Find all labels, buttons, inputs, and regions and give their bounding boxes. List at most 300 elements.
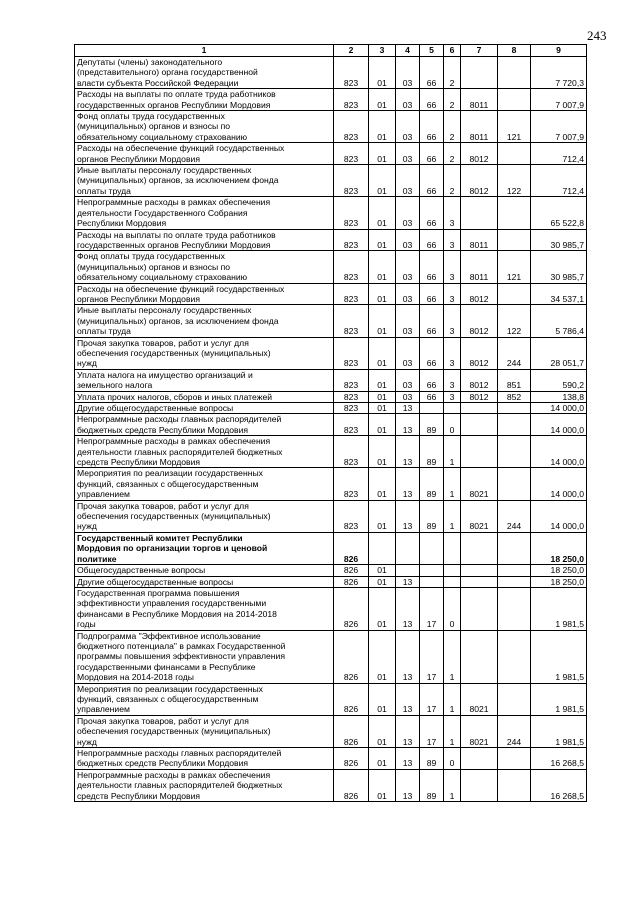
grbs-cell: 823 — [334, 89, 369, 111]
program-cell — [420, 576, 444, 587]
expense-name-line: эффективности управления государственными — [77, 598, 267, 609]
expense-type-cell — [498, 414, 531, 436]
podrazdel-cell — [396, 532, 420, 564]
table-row — [75, 468, 587, 500]
table-row — [75, 532, 587, 564]
table-row — [75, 748, 587, 770]
expense-name-line: государственных органов Республики Мордовия — [77, 239, 271, 250]
target-cell — [461, 630, 498, 683]
program-cell — [420, 565, 444, 576]
amount-cell: 1 981,5 — [531, 715, 587, 747]
expense-name-line: обязательному социальному страхованию — [77, 272, 248, 283]
expense-name-line: средств Республики Мордовия — [77, 790, 201, 801]
podrazdel-cell: 03 — [396, 111, 420, 143]
target-cell: 8012 — [461, 283, 498, 305]
target-cell — [461, 748, 498, 770]
razdel-cell: 01 — [369, 715, 396, 747]
table-header-row — [75, 45, 587, 57]
expense-name-line: государственными финансами в Республике — [77, 661, 256, 672]
program-cell: 66 — [420, 251, 444, 283]
grbs-cell: 823 — [334, 468, 369, 500]
expense-name-line: бюджетного потенциала" в рамках Государственной — [77, 640, 286, 651]
program-cell: 66 — [420, 369, 444, 391]
expense-name-cell — [75, 229, 334, 251]
grbs-cell: 823 — [334, 436, 369, 468]
podrazdel-cell: 13 — [396, 683, 420, 715]
target-cell: 8011 — [461, 229, 498, 251]
expense-name-line: оплаты труда — [77, 185, 131, 196]
expense-name-cell — [75, 369, 334, 391]
grbs-cell: 823 — [334, 391, 369, 402]
amount-cell: 14 000,0 — [531, 414, 587, 436]
subprogram-cell: 3 — [444, 305, 461, 337]
table-row — [75, 251, 587, 283]
expense-name-line: Расходы на выплаты по оплате труда работников — [77, 89, 276, 100]
razdel-cell: 01 — [369, 57, 396, 89]
expense-name-line: Прочая закупка товаров, работ и услуг для — [77, 715, 249, 726]
target-cell — [461, 414, 498, 436]
expense-name-line: государственных органов Республики Мордовия — [77, 99, 271, 110]
expense-name-cell — [75, 587, 334, 630]
table-row — [75, 403, 587, 414]
table-row — [75, 683, 587, 715]
target-cell: 8012 — [461, 337, 498, 369]
program-cell — [420, 403, 444, 414]
amount-cell: 34 537,1 — [531, 283, 587, 305]
expense-name-line: Иные выплаты персоналу государственных — [77, 165, 252, 176]
expense-name-cell — [75, 305, 334, 337]
grbs-cell: 826 — [334, 715, 369, 747]
expense-name-cell — [75, 500, 334, 532]
amount-cell: 30 985,7 — [531, 229, 587, 251]
expense-name-line: Республики Мордовия — [77, 218, 167, 229]
expense-name-line: обеспечения государственных (муниципальных) — [77, 511, 271, 522]
subprogram-cell: 1 — [444, 630, 461, 683]
expense-name-line: Другие общегосударственные вопросы — [77, 576, 234, 587]
podrazdel-cell: 03 — [396, 143, 420, 165]
expense-name-cell — [75, 143, 334, 165]
amount-cell: 18 250,0 — [531, 532, 587, 564]
amount-cell: 590,2 — [531, 369, 587, 391]
expense-name-line: Фонд оплаты труда государственных — [77, 111, 225, 122]
program-cell: 66 — [420, 89, 444, 111]
target-cell: 8021 — [461, 500, 498, 532]
expense-name-line: Иные выплаты персоналу государственных — [77, 305, 252, 316]
subprogram-cell: 3 — [444, 283, 461, 305]
expense-name-line: годы — [77, 619, 96, 630]
column-header: 1 — [75, 45, 334, 57]
podrazdel-cell: 13 — [396, 748, 420, 770]
expense-type-cell: 121 — [498, 251, 531, 283]
subprogram-cell: 2 — [444, 89, 461, 111]
column-header: 5 — [420, 45, 444, 57]
expense-name-cell — [75, 576, 334, 587]
expense-type-cell — [498, 576, 531, 587]
podrazdel-cell: 13 — [396, 715, 420, 747]
expense-name-line: Подпрограмма "Эффективное использование — [77, 630, 261, 641]
subprogram-cell: 1 — [444, 436, 461, 468]
program-cell: 89 — [420, 414, 444, 436]
expense-type-cell — [498, 565, 531, 576]
table-row — [75, 369, 587, 391]
target-cell: 8021 — [461, 468, 498, 500]
podrazdel-cell: 13 — [396, 403, 420, 414]
expense-name-cell — [75, 57, 334, 89]
expense-name-line: Расходы на обеспечение функций государственных — [77, 283, 285, 294]
target-cell: 8012 — [461, 391, 498, 402]
podrazdel-cell: 03 — [396, 251, 420, 283]
amount-cell: 30 985,7 — [531, 251, 587, 283]
table-row — [75, 229, 587, 251]
amount-cell: 16 268,5 — [531, 748, 587, 770]
program-cell: 89 — [420, 500, 444, 532]
grbs-cell: 826 — [334, 683, 369, 715]
program-cell: 66 — [420, 229, 444, 251]
grbs-cell: 823 — [334, 500, 369, 532]
table-row — [75, 111, 587, 143]
razdel-cell: 01 — [369, 283, 396, 305]
razdel-cell: 01 — [369, 369, 396, 391]
razdel-cell — [369, 532, 396, 564]
table-row — [75, 165, 587, 197]
expense-type-cell — [498, 57, 531, 89]
expense-name-line: бюджетных средств Республики Мордовия — [77, 424, 249, 435]
target-cell: 8021 — [461, 683, 498, 715]
target-cell: 8012 — [461, 165, 498, 197]
expense-name-line: деятельности главных распорядителей бюджетных — [77, 446, 283, 457]
program-cell: 66 — [420, 111, 444, 143]
amount-cell: 7 720,3 — [531, 57, 587, 89]
table-row — [75, 576, 587, 587]
razdel-cell: 01 — [369, 305, 396, 337]
grbs-cell: 826 — [334, 565, 369, 576]
expense-type-cell — [498, 436, 531, 468]
expense-type-cell — [498, 197, 531, 229]
razdel-cell: 01 — [369, 165, 396, 197]
subprogram-cell: 1 — [444, 500, 461, 532]
expense-name-cell — [75, 403, 334, 414]
razdel-cell: 01 — [369, 197, 396, 229]
expense-name-cell — [75, 630, 334, 683]
expense-name-line: программы повышения эффективности управления — [77, 651, 286, 662]
expense-name-cell — [75, 715, 334, 747]
expense-type-cell — [498, 468, 531, 500]
expense-name-line: Мордовия на 2014-2018 годы — [77, 672, 194, 683]
expense-type-cell: 852 — [498, 391, 531, 402]
program-cell: 89 — [420, 468, 444, 500]
table-row — [75, 414, 587, 436]
razdel-cell: 01 — [369, 403, 396, 414]
razdel-cell: 01 — [369, 436, 396, 468]
table-row — [75, 197, 587, 229]
expense-name-line: Другие общегосударственные вопросы — [77, 403, 234, 413]
table-row — [75, 305, 587, 337]
target-cell: 8012 — [461, 305, 498, 337]
grbs-cell: 823 — [334, 197, 369, 229]
expense-name-line: обеспечения государственных (муниципальных) — [77, 347, 271, 358]
podrazdel-cell: 03 — [396, 197, 420, 229]
column-header: 3 — [369, 45, 396, 57]
podrazdel-cell: 13 — [396, 468, 420, 500]
grbs-cell: 826 — [334, 532, 369, 564]
amount-cell: 1 981,5 — [531, 587, 587, 630]
expense-name-cell — [75, 391, 334, 402]
program-cell: 66 — [420, 165, 444, 197]
razdel-cell: 01 — [369, 229, 396, 251]
table-row — [75, 89, 587, 111]
amount-cell: 1 981,5 — [531, 683, 587, 715]
grbs-cell: 823 — [334, 403, 369, 414]
expense-name-line: Прочая закупка товаров, работ и услуг для — [77, 500, 249, 511]
podrazdel-cell — [396, 565, 420, 576]
amount-cell: 16 268,5 — [531, 769, 587, 801]
expense-name-line: Расходы на обеспечение функций государственных — [77, 143, 285, 154]
target-cell: 8011 — [461, 251, 498, 283]
amount-cell: 18 250,0 — [531, 576, 587, 587]
razdel-cell: 01 — [369, 468, 396, 500]
amount-cell: 18 250,0 — [531, 565, 587, 576]
grbs-cell: 826 — [334, 587, 369, 630]
razdel-cell: 01 — [369, 89, 396, 111]
expense-name-line: Уплата прочих налогов, сборов и иных платежей — [77, 391, 273, 402]
expense-name-cell — [75, 468, 334, 500]
expense-name-line: (муниципальных) органов и взносы по — [77, 121, 231, 132]
expense-name-line: деятельности Государственного Собрания — [77, 207, 248, 218]
target-cell: 8011 — [461, 89, 498, 111]
grbs-cell: 823 — [334, 369, 369, 391]
expense-type-cell — [498, 587, 531, 630]
subprogram-cell: 0 — [444, 748, 461, 770]
grbs-cell: 823 — [334, 337, 369, 369]
subprogram-cell: 1 — [444, 769, 461, 801]
program-cell: 66 — [420, 283, 444, 305]
subprogram-cell: 0 — [444, 414, 461, 436]
program-cell: 17 — [420, 683, 444, 715]
target-cell: 8012 — [461, 369, 498, 391]
column-header: 7 — [461, 45, 498, 57]
expense-name-cell — [75, 565, 334, 576]
table-row — [75, 587, 587, 630]
amount-cell: 14 000,0 — [531, 468, 587, 500]
razdel-cell: 01 — [369, 414, 396, 436]
target-cell — [461, 197, 498, 229]
expense-name-line: Государственный комитет Республики — [77, 532, 243, 543]
amount-cell: 7 007,9 — [531, 111, 587, 143]
razdel-cell: 01 — [369, 576, 396, 587]
subprogram-cell — [444, 403, 461, 414]
target-cell: 8012 — [461, 143, 498, 165]
subprogram-cell: 3 — [444, 391, 461, 402]
podrazdel-cell: 13 — [396, 500, 420, 532]
expense-name-line: Непрограммные расходы в рамках обеспечения — [77, 197, 271, 208]
expense-name-cell — [75, 748, 334, 770]
expense-name-line: обязательному социальному страхованию — [77, 131, 248, 142]
amount-cell: 65 522,8 — [531, 197, 587, 229]
podrazdel-cell: 13 — [396, 587, 420, 630]
expense-name-cell — [75, 283, 334, 305]
razdel-cell: 01 — [369, 769, 396, 801]
target-cell: 8011 — [461, 111, 498, 143]
expense-name-line: Государственная программа повышения — [77, 587, 240, 598]
expense-name-line: Непрограммные расходы в рамках обеспечения — [77, 769, 271, 780]
amount-cell: 1 981,5 — [531, 630, 587, 683]
podrazdel-cell: 13 — [396, 769, 420, 801]
subprogram-cell: 2 — [444, 57, 461, 89]
expense-name-line: (представительного) органа государственной — [77, 67, 258, 78]
table-row — [75, 283, 587, 305]
expense-name-line: Мордовия по организации торгов и ценовой — [77, 543, 268, 554]
subprogram-cell: 2 — [444, 165, 461, 197]
table-row — [75, 565, 587, 576]
expense-name-line: Уплата налога на имущество организаций и — [77, 369, 253, 380]
grbs-cell: 823 — [334, 283, 369, 305]
amount-cell: 14 000,0 — [531, 403, 587, 414]
expense-name-line: политике — [77, 553, 117, 564]
expense-type-cell: 122 — [498, 305, 531, 337]
expense-type-cell: 851 — [498, 369, 531, 391]
grbs-cell: 823 — [334, 251, 369, 283]
expense-name-line: средств Республики Мордовия — [77, 457, 201, 468]
expense-name-line: земельного налога — [77, 380, 153, 391]
program-cell: 66 — [420, 143, 444, 165]
table-row — [75, 769, 587, 801]
expense-name-cell — [75, 337, 334, 369]
expense-type-cell: 122 — [498, 165, 531, 197]
podrazdel-cell: 03 — [396, 165, 420, 197]
subprogram-cell: 1 — [444, 683, 461, 715]
expense-name-line: органов Республики Мордовия — [77, 293, 200, 304]
razdel-cell: 01 — [369, 337, 396, 369]
expense-type-cell: 244 — [498, 715, 531, 747]
grbs-cell: 823 — [334, 143, 369, 165]
column-header: 9 — [531, 45, 587, 57]
program-cell: 89 — [420, 769, 444, 801]
grbs-cell: 826 — [334, 576, 369, 587]
expense-type-cell — [498, 143, 531, 165]
razdel-cell: 01 — [369, 565, 396, 576]
expense-name-line: Непрограммные расходы главных распорядителей — [77, 414, 282, 425]
program-cell: 17 — [420, 715, 444, 747]
subprogram-cell: 1 — [444, 715, 461, 747]
expense-name-line: власти субъекта Российской Федерации — [77, 77, 239, 88]
expense-name-cell — [75, 111, 334, 143]
expense-name-line: органов Республики Мордовия — [77, 153, 200, 164]
grbs-cell: 823 — [334, 111, 369, 143]
table-row — [75, 391, 587, 402]
expense-name-line: Непрограммные расходы главных распорядителей — [77, 748, 282, 758]
expense-name-cell — [75, 532, 334, 564]
column-header: 2 — [334, 45, 369, 57]
expense-name-line: (муниципальных) органов, за исключением фонда — [77, 175, 279, 186]
expense-name-line: Депутаты (члены) законодательного — [77, 57, 223, 67]
expense-name-cell — [75, 165, 334, 197]
podrazdel-cell: 03 — [396, 283, 420, 305]
podrazdel-cell: 03 — [396, 305, 420, 337]
grbs-cell: 823 — [334, 414, 369, 436]
podrazdel-cell: 13 — [396, 436, 420, 468]
subprogram-cell: 3 — [444, 229, 461, 251]
program-cell: 17 — [420, 630, 444, 683]
subprogram-cell: 3 — [444, 197, 461, 229]
table-row — [75, 436, 587, 468]
program-cell: 66 — [420, 305, 444, 337]
expense-type-cell: 121 — [498, 111, 531, 143]
subprogram-cell — [444, 565, 461, 576]
expense-name-line: Мероприятия по реализации государственных — [77, 468, 263, 479]
podrazdel-cell: 03 — [396, 337, 420, 369]
amount-cell: 712,4 — [531, 165, 587, 197]
grbs-cell: 823 — [334, 165, 369, 197]
expense-name-cell — [75, 89, 334, 111]
expense-name-cell — [75, 436, 334, 468]
razdel-cell: 01 — [369, 748, 396, 770]
expense-type-cell — [498, 748, 531, 770]
expense-name-line: функций, связанных с общегосударственным — [77, 478, 259, 489]
table-row — [75, 337, 587, 369]
podrazdel-cell: 13 — [396, 576, 420, 587]
subprogram-cell: 3 — [444, 251, 461, 283]
expense-name-line: управлением — [77, 704, 130, 715]
table-row — [75, 500, 587, 532]
program-cell: 17 — [420, 587, 444, 630]
grbs-cell: 826 — [334, 748, 369, 770]
subprogram-cell: 2 — [444, 111, 461, 143]
grbs-cell: 823 — [334, 229, 369, 251]
expense-name-line: нужд — [77, 521, 97, 532]
target-cell — [461, 532, 498, 564]
podrazdel-cell: 03 — [396, 369, 420, 391]
table-row — [75, 57, 587, 89]
expense-name-line: Прочая закупка товаров, работ и услуг для — [77, 337, 249, 348]
target-cell — [461, 587, 498, 630]
expense-name-line: Общегосударственные вопросы — [77, 565, 206, 576]
expense-name-line: деятельности главных распорядителей бюджетных — [77, 780, 283, 791]
subprogram-cell: 3 — [444, 369, 461, 391]
expense-name-line: (муниципальных) органов, за исключением фонда — [77, 315, 279, 326]
amount-cell: 28 051,7 — [531, 337, 587, 369]
target-cell — [461, 565, 498, 576]
target-cell: 8021 — [461, 715, 498, 747]
expense-type-cell — [498, 630, 531, 683]
podrazdel-cell: 13 — [396, 414, 420, 436]
grbs-cell: 823 — [334, 57, 369, 89]
podrazdel-cell: 13 — [396, 630, 420, 683]
podrazdel-cell: 03 — [396, 57, 420, 89]
program-cell — [420, 532, 444, 564]
podrazdel-cell: 03 — [396, 89, 420, 111]
program-cell: 89 — [420, 436, 444, 468]
razdel-cell: 01 — [369, 111, 396, 143]
expense-name-line: Фонд оплаты труда государственных — [77, 251, 225, 262]
expense-name-line: финансами в Республике Мордовия на 2014-2018 — [77, 608, 277, 619]
subprogram-cell: 2 — [444, 143, 461, 165]
target-cell — [461, 436, 498, 468]
amount-cell: 14 000,0 — [531, 500, 587, 532]
column-header: 6 — [444, 45, 461, 57]
razdel-cell: 01 — [369, 251, 396, 283]
expense-name-cell — [75, 251, 334, 283]
expense-type-cell: 244 — [498, 500, 531, 532]
target-cell — [461, 576, 498, 587]
expense-name-line: Непрограммные расходы в рамках обеспечения — [77, 436, 271, 447]
razdel-cell: 01 — [369, 143, 396, 165]
expense-type-cell — [498, 229, 531, 251]
amount-cell: 138,8 — [531, 391, 587, 402]
program-cell: 66 — [420, 57, 444, 89]
subprogram-cell — [444, 532, 461, 564]
page-number: 243 — [587, 28, 607, 43]
grbs-cell: 826 — [334, 630, 369, 683]
